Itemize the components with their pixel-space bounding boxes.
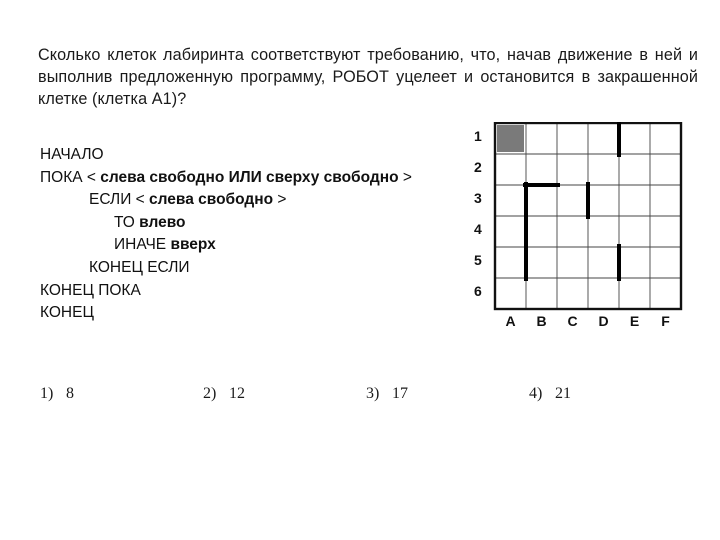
program-line-end: КОНЕЦ: [40, 304, 94, 322]
answer-option-2: 2) 12: [203, 385, 245, 402]
row-label-3: 3: [474, 190, 482, 206]
row-label-5: 5: [474, 252, 482, 268]
row-label-6: 6: [474, 283, 482, 299]
maze-diagram: [466, 122, 688, 340]
maze-grid: [466, 122, 688, 312]
answer-option-3: 3) 17: [366, 385, 408, 402]
row-label-4: 4: [474, 221, 482, 237]
program-line-endwhile: КОНЕЦ ПОКА: [40, 281, 141, 299]
target-cell-a1: [497, 125, 524, 152]
program-line-while: ПОКА < слева свободно ИЛИ сверху свободно >: [40, 168, 412, 186]
answer-option-4: 4) 21: [529, 385, 571, 402]
program-line-then: ТО влево: [114, 213, 186, 231]
column-label-a: A: [505, 313, 516, 329]
row-label-2: 2: [474, 159, 482, 175]
question-text: Сколько клеток лабиринта соответствуют требованию, что, начав движение в ней и выполнив предложенную программу, РОБОТ уцелеет и остановится в закрашенной клетке (клетка А1)?: [38, 46, 698, 108]
column-label-e: E: [629, 313, 640, 329]
column-label-b: B: [536, 313, 547, 329]
program-line-start: НАЧАЛО: [40, 146, 104, 163]
column-label-c: C: [567, 313, 578, 329]
program-line-endif: КОНЕЦ ЕСЛИ: [89, 258, 190, 276]
program-line-else: ИНАЧЕ вверх: [114, 236, 216, 254]
robot-program: [40, 144, 412, 325]
program-line-if: ЕСЛИ < слева свободно >: [89, 191, 287, 209]
answer-option-1: 1) 8: [40, 385, 74, 402]
column-label-d: D: [598, 313, 609, 329]
row-label-1: 1: [474, 128, 482, 144]
column-label-f: F: [661, 313, 670, 329]
